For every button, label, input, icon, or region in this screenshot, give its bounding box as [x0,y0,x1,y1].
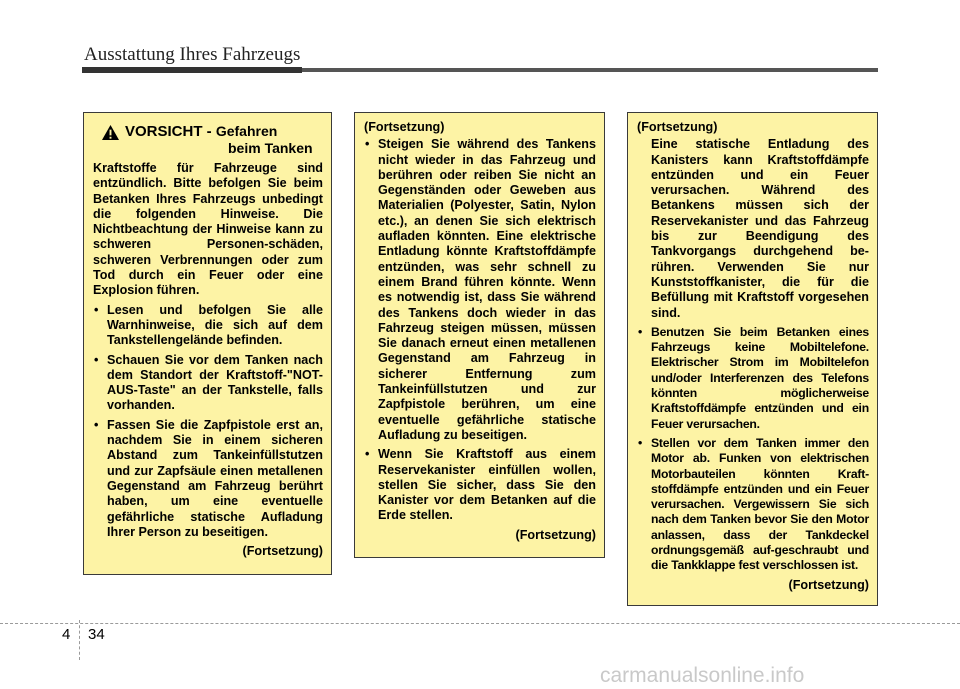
continued-paragraph: Eine statische Entladung des Kanisters kann Kraftstoffdämpfe entzünden und ein Feuer verursachen. Während des Betankens müssen sich der Reservekanister und das Fahrzeug bis zur Beendigung des Tankvorgangs durchgehend be-rühren. Verwenden Sie nur Kunststoffkanister, die für die Befüllung mit Kraftstoff vorgesehen sind. [651,137,869,320]
footer-dashed-rule [0,623,960,624]
list-item: • Stellen vor dem Tanken immer den Motor ab. Funken von elektrischen Motorbauteilen könnten Kraft-stoffdämpfe entzünden und ein Feuer verursachen. Vergewissern Sie sich nach dem Tanken bevor Sie den Motor anlassen, dass der Tankdeckel ordnungsgemäß auf-geschraubt und die Tankklappe fest verschlossen ist. [637,436,869,574]
footer-vertical-dash [79,620,80,660]
chapter-number: 4 [62,626,71,643]
list-item: • Wenn Sie Kraftstoff aus einem Reservekanister einfüllen wollen, stellen Sie sicher, dass Sie den Kanister vor dem Betanken auf die Erde stellen. [364,447,596,523]
continued-heading: (Fortsetzung) [637,120,718,134]
continued-note: (Fortsetzung) [515,527,596,542]
list-item: • Benutzen Sie beim Betanken eines Fahrzeugs keine Mobiltelefone. Elektrischer Strom im Mobiltelefon und/oder Interferenzen des Telefons könnten möglicherweise Kraftstoffdämpfe entzünden und ein Feuer verursachen. [637,325,869,432]
warning-heading [93,123,323,157]
page-number: 34 [88,626,105,643]
caution-box-column-2 [354,112,605,558]
continued-heading: (Fortsetzung) [364,120,445,134]
list-item: • Lesen und befolgen Sie alle Warnhinweise, die sich auf dem Tankstellengelände befinden. [93,303,323,349]
watermark: carmanualsonline.info [600,664,805,687]
warning-label: VORSICHT - [125,123,216,140]
warning-intro: Kraftstoffe für Fahrzeuge sind entzündlich. Bitte befolgen Sie beim Betanken Ihres Fahrzeugs unbedingt die folgenden Hinweise. Die Nichtbeachtung der Hinweise kann zu schweren Personen-schäden, schweren Verbrennungen oder zum Tod durch ein Feuer oder eine Explosion führen. [93,161,323,298]
caution-box-column-3 [627,112,878,606]
list-item: • Steigen Sie während des Tankens nicht wieder in das Fahrzeug und berühren oder reiben Sie nicht an Gegenständen oder Geweben aus Materialien (Polyester, Satin, Nylon etc.), an denen Sie sich elektrisch aufladen könnten. Eine elektrische Entladung könnte Kraftstoffdämpfe entzünden, was sehr schnell zu einem Brand führen könnte. Wenn es notwendig ist, dass Sie während des Tankens doch wieder in das Fahrzeug steigen müssen, müssen Sie danach erneut einen metallenen Gegenstand am Fahrzeug in sicherer Entfernung zum Tankeinfüllstutzen und zur Zapfpistole berühren, um eine eventuelle gefährliche statische Aufladung zu beseitigen. [364,137,596,443]
warning-title-line-1: Gefahren [215,123,278,139]
header-rule-accent [82,67,302,73]
page-header-title: Ausstattung Ihres Fahrzeugs [84,44,301,65]
continued-note: (Fortsetzung) [242,544,323,559]
continued-note: (Fortsetzung) [788,577,869,592]
list-item: • Schauen Sie vor dem Tanken nach dem Standort der Kraftstoff-"NOT-AUS-Taste" an der Tankstelle, falls vorhanden. [93,353,323,414]
list-item: • Fassen Sie die Zapfpistole erst an, nachdem Sie in einem sicheren Abstand zum Tankeinfüllstutzen und zur Zapfsäule einen metallenen Gegenstand am Fahrzeug berührt haben, um eine eventuelle gefährliche statische Aufladung Ihrer Person zu beseitigen. [93,418,323,540]
caution-box-column-1 [83,112,332,575]
warning-title [125,123,313,157]
warning-triangle-icon [101,124,120,141]
warning-title-line-2: beim Tanken [228,140,313,156]
